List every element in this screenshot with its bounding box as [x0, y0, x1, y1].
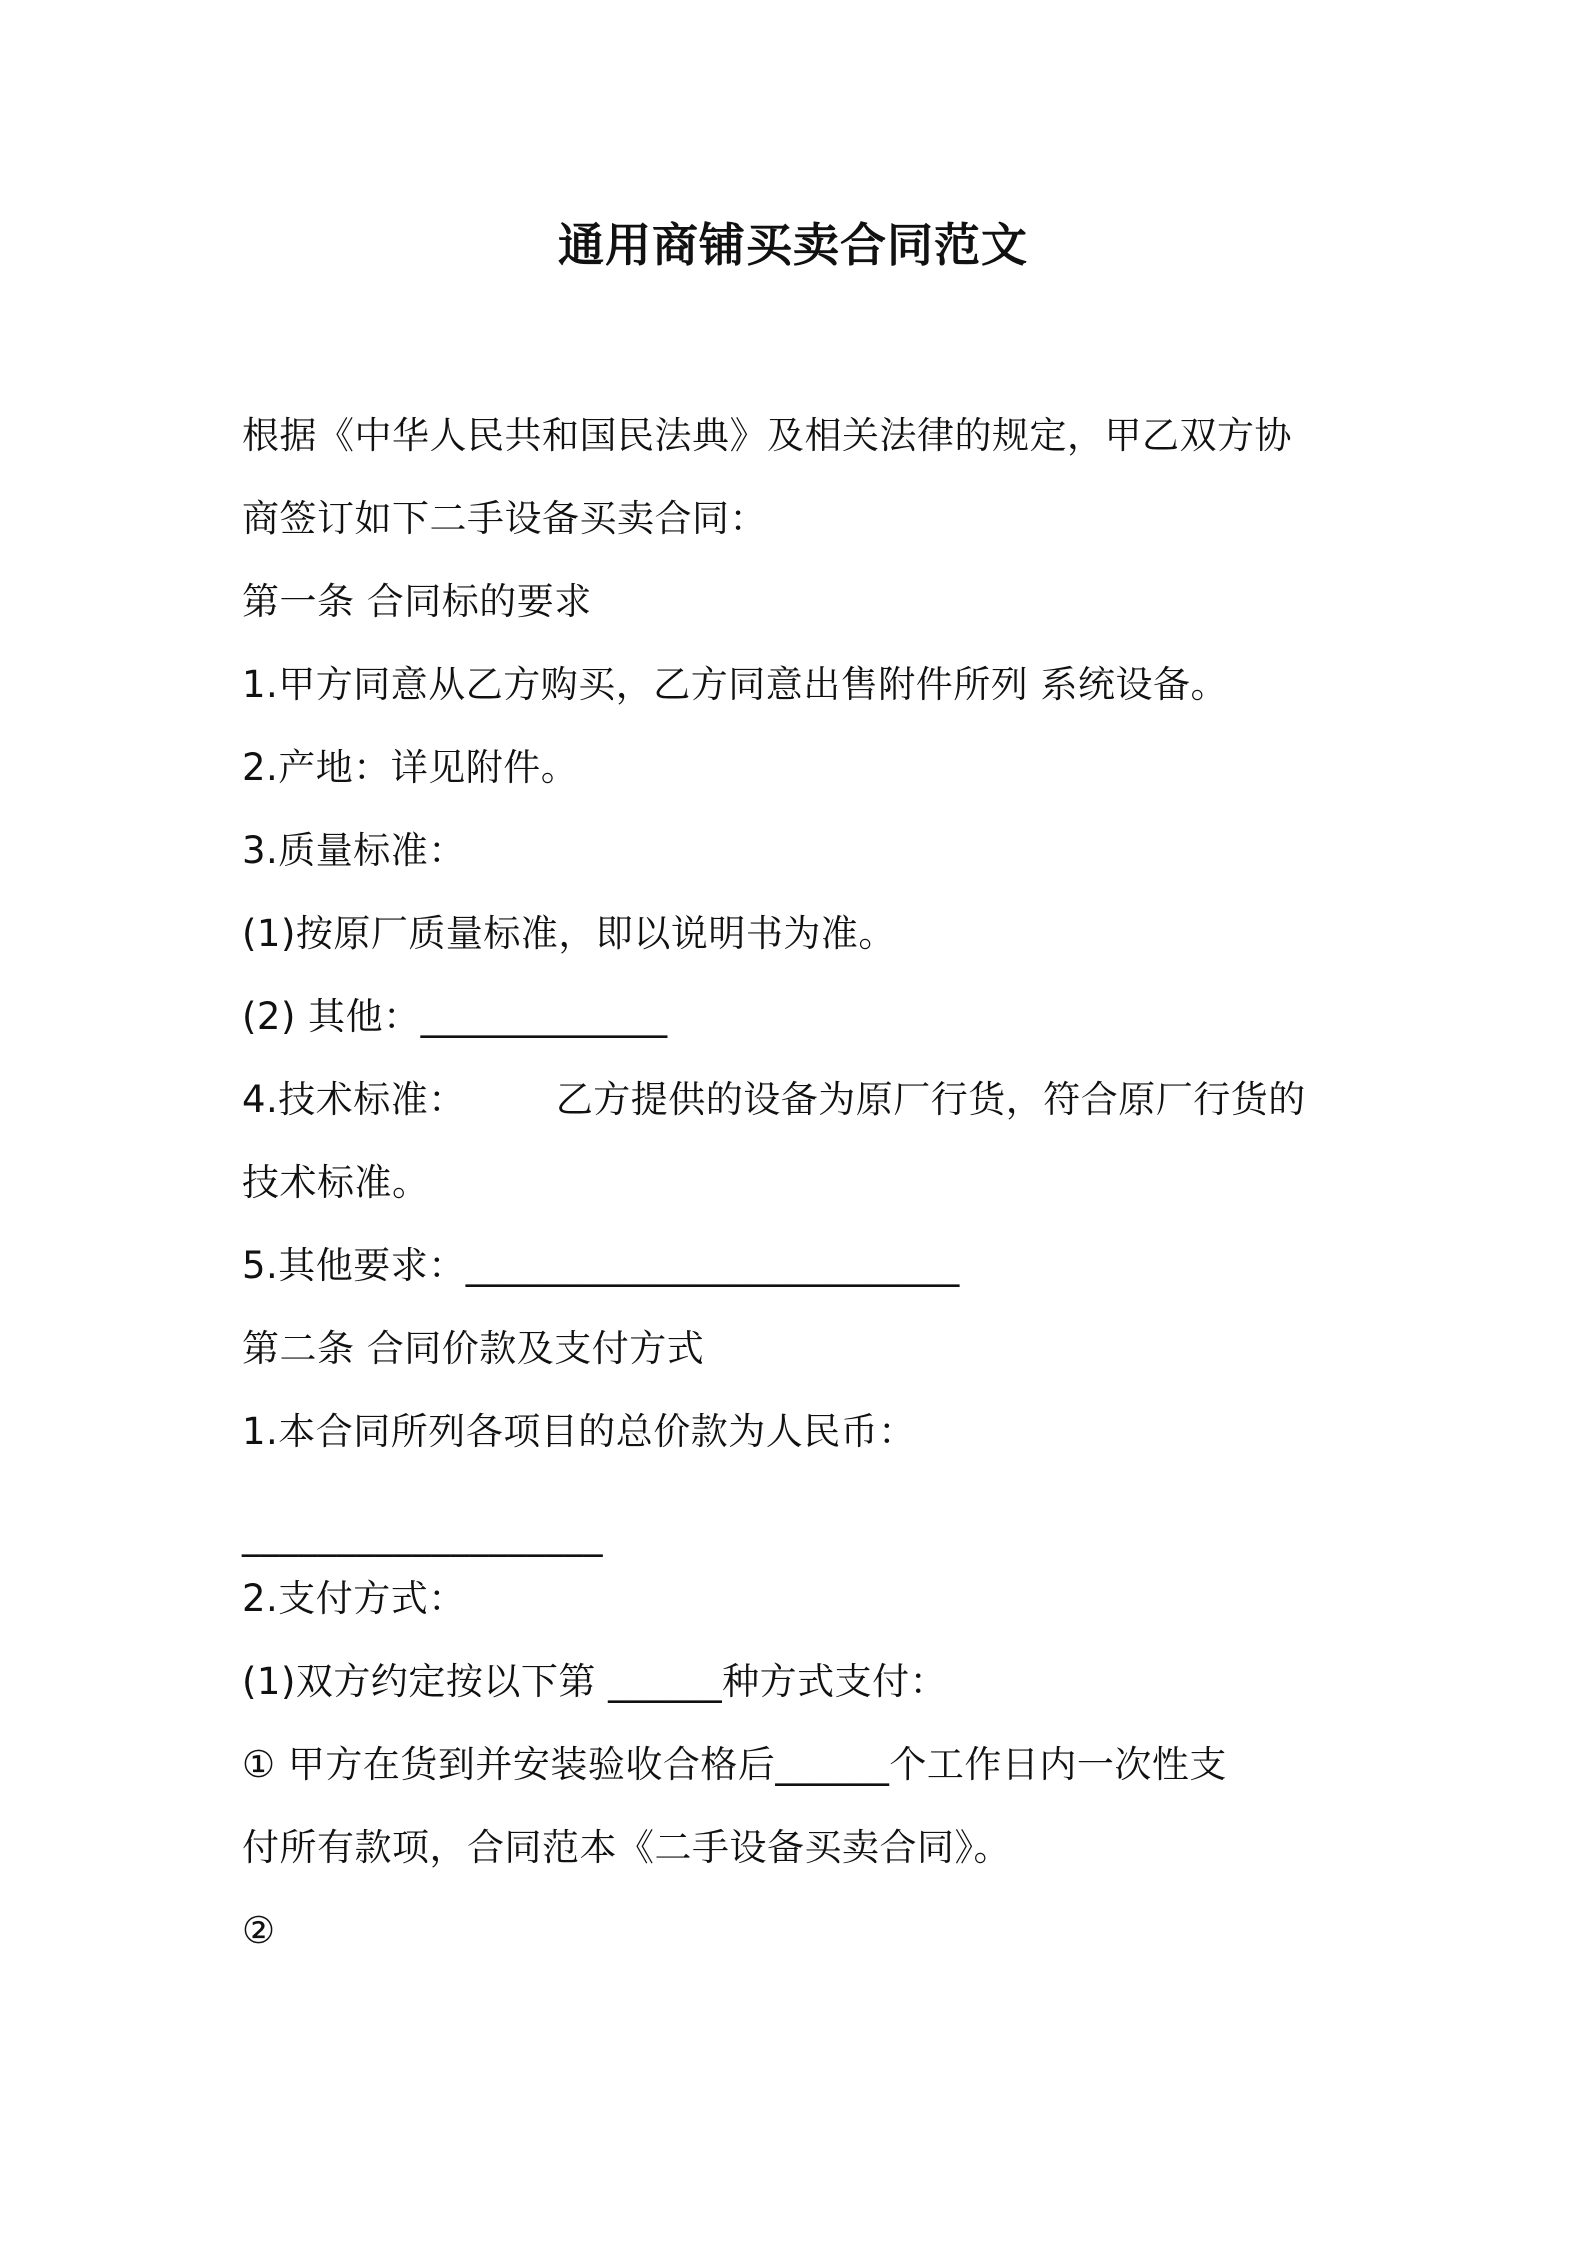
article-1-item-4-continued: 技术标准。 [242, 1161, 430, 1204]
payment-option-1-line-1: ① 甲方在货到并安装验收合格后______个工作日内一次性支 [242, 1743, 1227, 1786]
article-1-heading: 第一条 合同标的要求 [242, 580, 592, 623]
article-1-item-4 [242, 1074, 1306, 1126]
payment-option-2: ② [242, 1909, 276, 1952]
article-1-item-1: 1.甲方同意从乙方购买，乙方同意出售附件所列 系统设备。 [242, 663, 1229, 706]
article-1-item-3: 3.质量标准： [242, 829, 466, 872]
article-1-item-3-1: (1)按原厂质量标准，即以说明书为准。 [242, 912, 896, 955]
article-1-item-2: 2.产地：详见附件。 [242, 746, 579, 789]
article-1-item-4-label: 4.技术标准： [242, 1078, 466, 1121]
article-2-item-2-1: (1)双方约定按以下第 ______种方式支付： [242, 1660, 948, 1703]
article-2-item-1: 1.本合同所列各项目的总价款为人民币： [242, 1410, 916, 1453]
article-2-heading: 第二条 合同价款及支付方式 [242, 1327, 705, 1370]
article-1-item-5: 5.其他要求：__________________________ [242, 1244, 960, 1287]
article-2-item-1-blank: ___________________ [242, 1514, 603, 1557]
paragraph-intro-line-1: 根据《中华人民共和国民法典》及相关法律的规定，甲乙双方协 [242, 414, 1292, 457]
article-2-item-2: 2.支付方式： [242, 1577, 466, 1620]
paragraph-intro-line-2: 商签订如下二手设备买卖合同： [242, 497, 767, 540]
document-title: 通用商铺买卖合同范文 [558, 218, 1028, 272]
article-1-item-4-text: 乙方提供的设备为原厂行货，符合原厂行货的 [555, 1078, 1306, 1121]
payment-option-1-line-2: 付所有款项，合同范本《二手设备买卖合同》。 [242, 1826, 1011, 1869]
article-1-item-3-2: (2) 其他：_____________ [242, 995, 668, 1038]
